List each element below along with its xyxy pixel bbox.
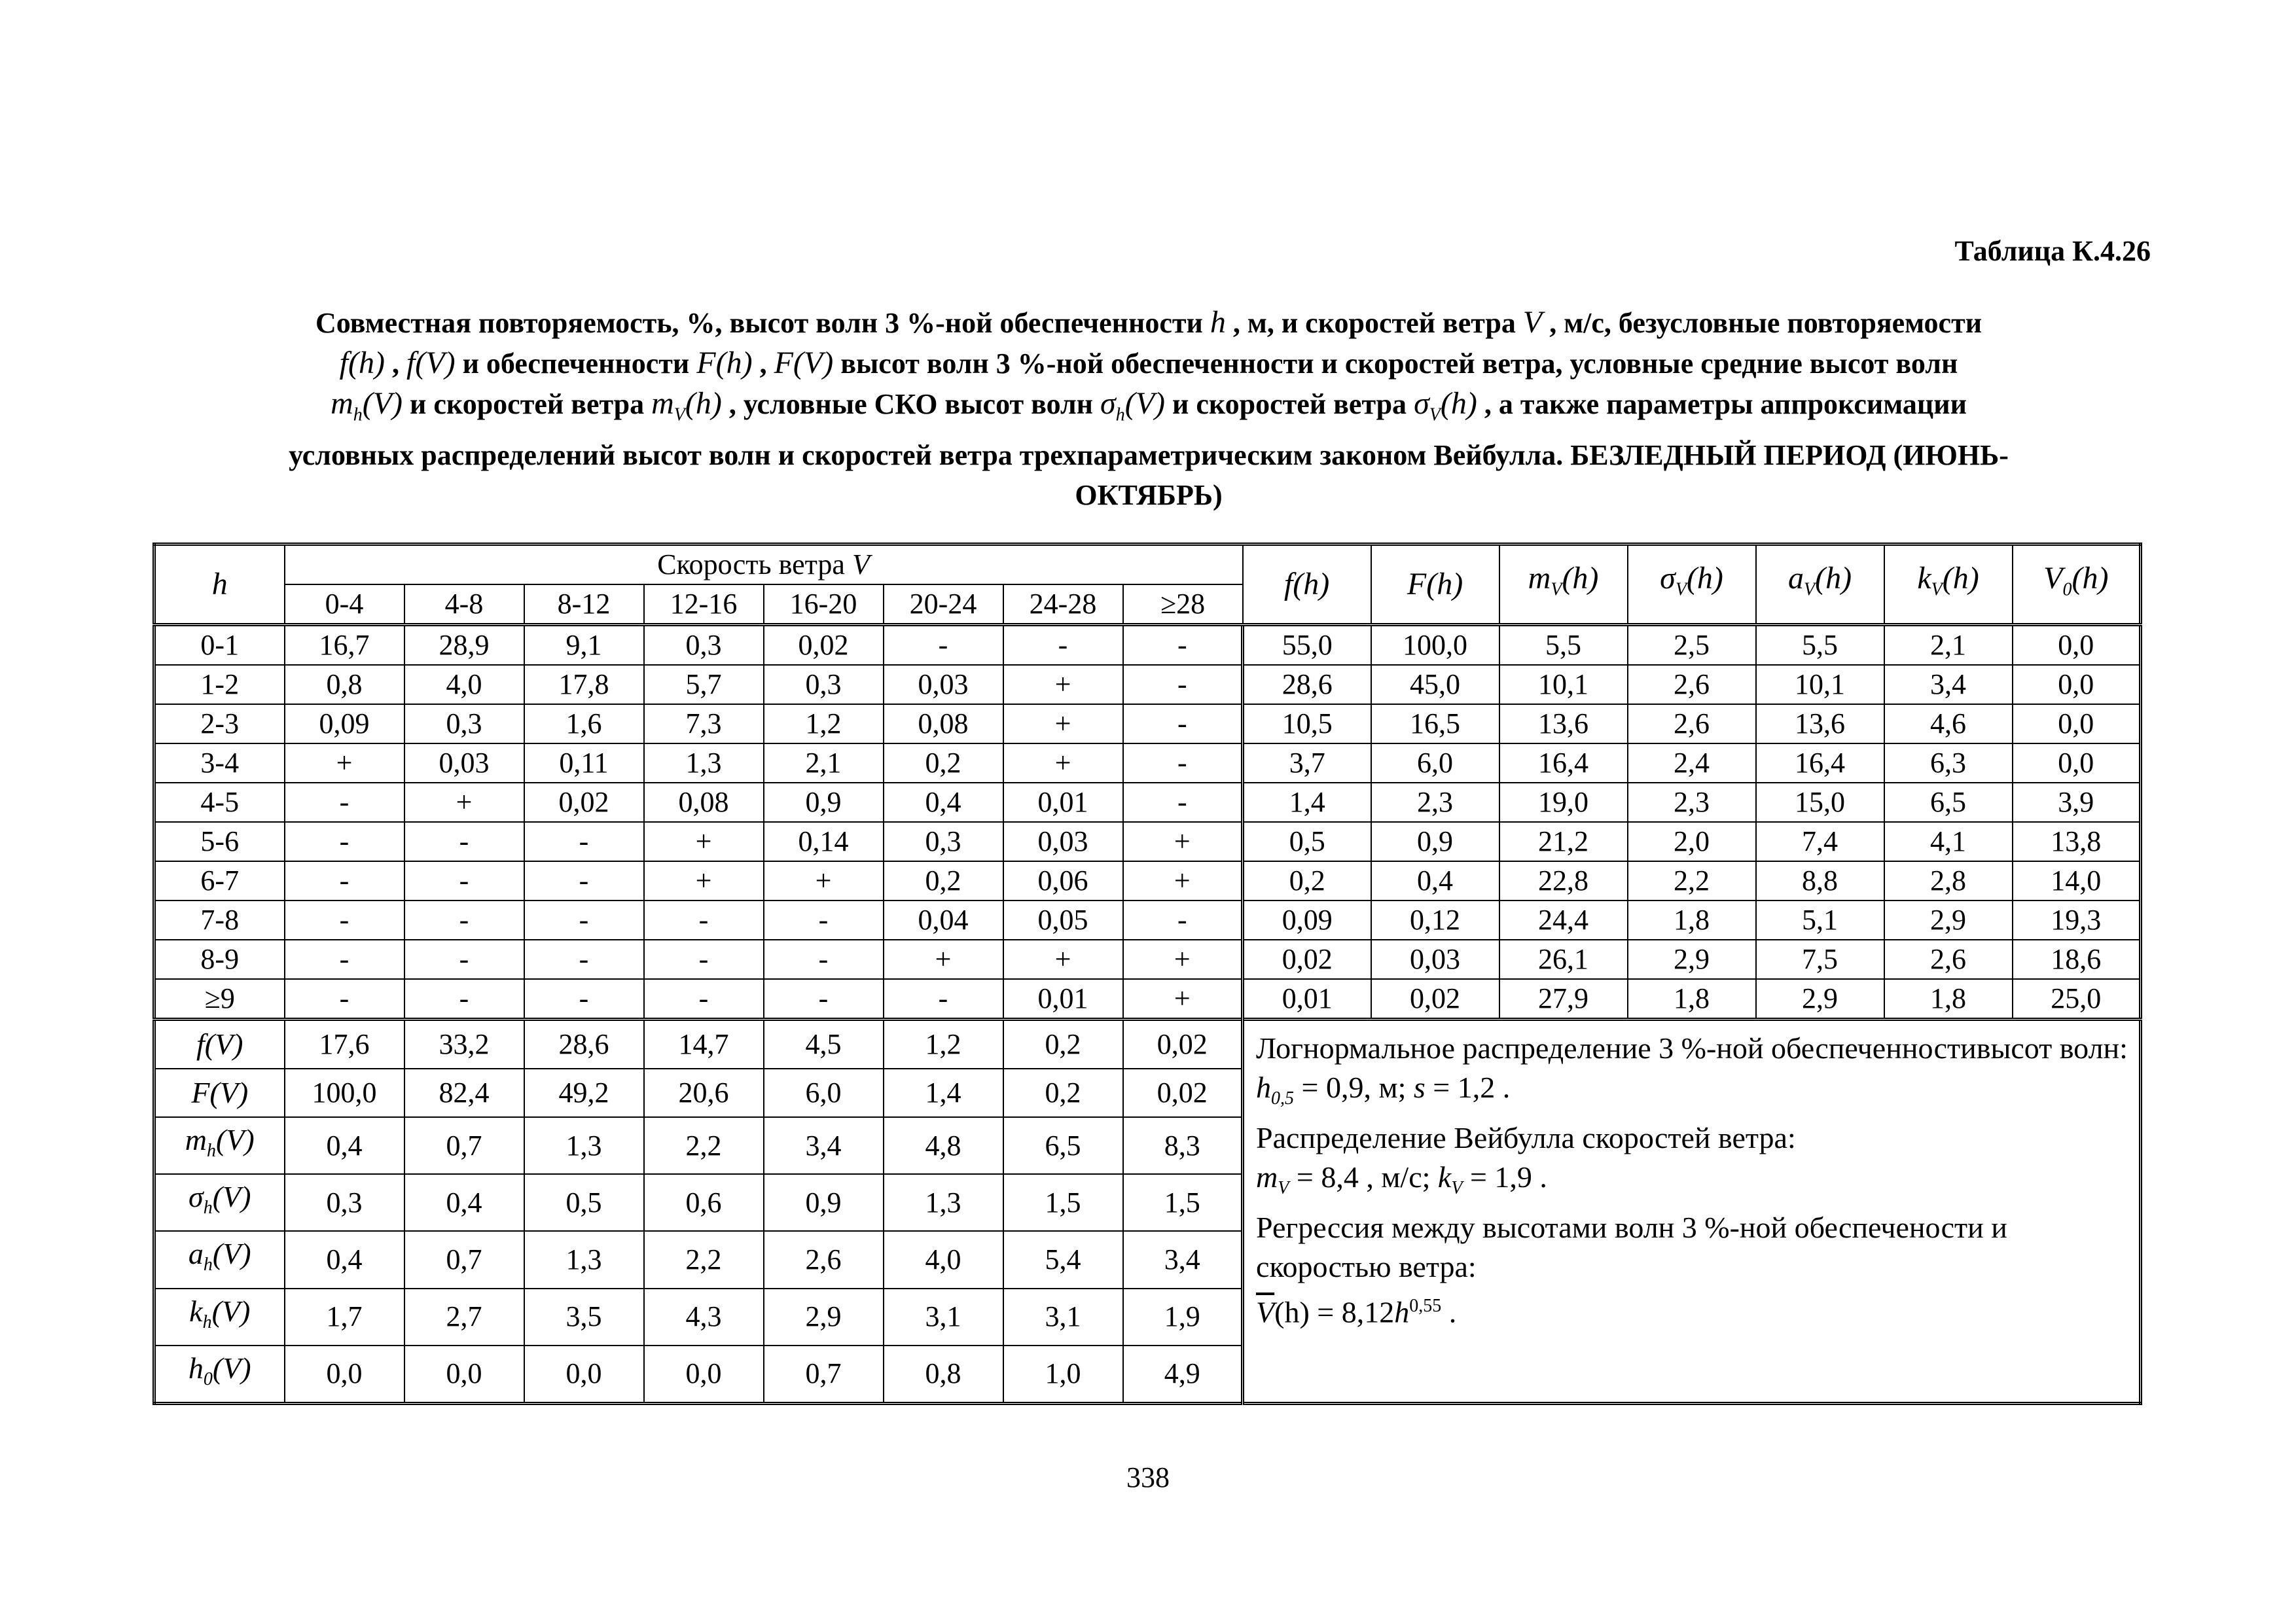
frequency-cell: 7,3 xyxy=(644,704,764,743)
row-param-label: $a_h(V)$ xyxy=(154,1231,285,1288)
param-cell: 0,02 xyxy=(1371,979,1499,1020)
frequency-cell: - xyxy=(644,940,764,979)
frequency-cell: + xyxy=(1003,743,1123,783)
frequency-cell: 0,03 xyxy=(884,665,1003,704)
frequency-cell: - xyxy=(1123,625,1243,666)
frequency-cell: + xyxy=(764,861,884,901)
title-var-FV: F(V) xyxy=(774,346,834,380)
table-row xyxy=(154,979,2141,1020)
title-var-h: h xyxy=(1210,305,1226,340)
param-cell: 45,0 xyxy=(1371,665,1499,704)
wave-height-range: 3-4 xyxy=(154,743,285,783)
param-cell: 21,2 xyxy=(1499,822,1628,861)
param-cell: 0,4 xyxy=(285,1231,404,1288)
frequency-cell: 0,8 xyxy=(285,665,404,704)
param-cell: 0,02 xyxy=(1123,1069,1243,1117)
param-cell: 2,2 xyxy=(644,1231,764,1288)
frequency-cell: 0,2 xyxy=(884,743,1003,783)
param-cell: 3,9 xyxy=(2013,783,2141,822)
param-cell: 3,7 xyxy=(1243,743,1371,783)
param-cell: 0,8 xyxy=(884,1346,1003,1404)
wave-height-range: ≥9 xyxy=(154,979,285,1020)
title-var-Fh: F(h) xyxy=(696,346,753,380)
title-text: , м/с, безусловные повторяемости xyxy=(1542,307,1982,339)
param-cell: 0,2 xyxy=(1003,1020,1123,1069)
title-text: , xyxy=(752,348,774,380)
param-cell: 1,5 xyxy=(1123,1174,1243,1231)
param-cell: 2,9 xyxy=(1756,979,1884,1020)
row-param-label: F(V) xyxy=(154,1069,285,1117)
param-cell: 25,0 xyxy=(2013,979,2141,1020)
param-cell: 0,7 xyxy=(404,1117,524,1174)
title-text: , м, и скоростей ветра xyxy=(1225,307,1523,339)
table-row xyxy=(154,940,2141,979)
param-cell: 2,6 xyxy=(764,1231,884,1288)
frequency-cell: + xyxy=(884,940,1003,979)
param-cell: 14,7 xyxy=(644,1020,764,1069)
param-cell: 2,1 xyxy=(1884,625,2013,666)
wave-height-range: 2-3 xyxy=(154,704,285,743)
param-cell: 2,2 xyxy=(1628,861,1756,901)
speed-column-header: 0-4 xyxy=(285,584,404,625)
frequency-cell: - xyxy=(524,901,644,940)
title-var-mv: $m_V(h)$ xyxy=(651,386,722,425)
param-column-header: $m_V(h)$ xyxy=(1499,544,1628,625)
param-cell: 1,3 xyxy=(884,1174,1003,1231)
frequency-cell: 0,08 xyxy=(884,704,1003,743)
frequency-cell: 28,9 xyxy=(404,625,524,666)
param-cell: 5,5 xyxy=(1499,625,1628,666)
speed-column-header: 12-16 xyxy=(644,584,764,625)
param-cell: 2,6 xyxy=(1884,940,2013,979)
param-cell: 0,0 xyxy=(2013,625,2141,666)
param-cell: 19,0 xyxy=(1499,783,1628,822)
title-var-sh: $\sigma_h(V)$ xyxy=(1100,386,1165,425)
frequency-cell: - xyxy=(285,940,404,979)
frequency-cell: 0,3 xyxy=(404,704,524,743)
param-cell: 100,0 xyxy=(285,1069,404,1117)
param-cell: 22,8 xyxy=(1499,861,1628,901)
param-cell: 0,3 xyxy=(285,1174,404,1231)
param-cell: 10,1 xyxy=(1499,665,1628,704)
frequency-cell: 4,0 xyxy=(404,665,524,704)
param-cell: 0,02 xyxy=(1123,1020,1243,1069)
title-text: , xyxy=(384,348,406,380)
frequency-cell: 16,7 xyxy=(285,625,404,666)
table-row xyxy=(154,704,2141,743)
speed-column-header: 4-8 xyxy=(404,584,524,625)
param-cell: 0,0 xyxy=(285,1346,404,1404)
table-row xyxy=(154,1020,2141,1069)
frequency-cell: - xyxy=(285,783,404,822)
param-cell: 3,4 xyxy=(1884,665,2013,704)
frequency-cell: + xyxy=(1123,979,1243,1020)
param-cell: 0,6 xyxy=(644,1174,764,1231)
title-text: и скоростей ветра xyxy=(1165,388,1414,420)
param-cell: 10,1 xyxy=(1756,665,1884,704)
frequency-cell: - xyxy=(884,625,1003,666)
frequency-cell: - xyxy=(764,979,884,1020)
param-column-header: $\sigma_V(h)$ xyxy=(1628,544,1756,625)
param-cell: 8,3 xyxy=(1123,1117,1243,1174)
frequency-cell: 0,2 xyxy=(884,861,1003,901)
note-weibull: Распределение Вейбулла скоростей ветра: xyxy=(1256,1121,1796,1155)
param-cell: 6,0 xyxy=(1371,743,1499,783)
param-cell: 2,3 xyxy=(1628,783,1756,822)
title-var-mh: $m_h(V)$ xyxy=(331,386,403,425)
frequency-cell: + xyxy=(285,743,404,783)
frequency-cell: - xyxy=(1123,783,1243,822)
param-cell: 5,1 xyxy=(1756,901,1884,940)
param-cell: 0,2 xyxy=(1243,861,1371,901)
speed-column-header: 24-28 xyxy=(1003,584,1123,625)
param-cell: 1,4 xyxy=(884,1069,1003,1117)
param-cell: 2,7 xyxy=(404,1289,524,1346)
page-number: 338 xyxy=(1126,1461,1170,1493)
title-line-2 xyxy=(151,343,2147,383)
param-cell: 0,01 xyxy=(1243,979,1371,1020)
param-cell: 1,3 xyxy=(524,1231,644,1288)
row-param-label: $h_0(V)$ xyxy=(154,1346,285,1404)
title-line-1 xyxy=(151,302,2147,343)
frequency-cell: 2,1 xyxy=(764,743,884,783)
param-column-header: $k_V(h)$ xyxy=(1884,544,2013,625)
frequency-cell: + xyxy=(1003,940,1123,979)
frequency-cell: 0,02 xyxy=(524,783,644,822)
frequency-cell: + xyxy=(1123,822,1243,861)
frequency-cell: 0,11 xyxy=(524,743,644,783)
param-cell: 2,9 xyxy=(1628,940,1756,979)
param-cell: 2,6 xyxy=(1628,665,1756,704)
frequency-cell: - xyxy=(1123,901,1243,940)
param-column-header: $V_0(h)$ xyxy=(2013,544,2141,625)
frequency-cell: - xyxy=(404,940,524,979)
header-row xyxy=(154,544,2141,585)
param-cell: 6,5 xyxy=(1003,1117,1123,1174)
param-cell: 100,0 xyxy=(1371,625,1499,666)
param-cell: 5,5 xyxy=(1756,625,1884,666)
frequency-cell: 0,01 xyxy=(1003,979,1123,1020)
param-cell: 3,1 xyxy=(884,1289,1003,1346)
param-cell: 3,5 xyxy=(524,1289,644,1346)
param-cell: 28,6 xyxy=(524,1020,644,1069)
table-row xyxy=(154,743,2141,783)
param-cell: 1,9 xyxy=(1123,1289,1243,1346)
frequency-cell: 0,3 xyxy=(884,822,1003,861)
param-cell: 7,4 xyxy=(1756,822,1884,861)
frequency-cell: - xyxy=(524,940,644,979)
param-cell: 6,0 xyxy=(764,1069,884,1117)
wave-height-range: 6-7 xyxy=(154,861,285,901)
frequency-cell: 0,08 xyxy=(644,783,764,822)
h-column-header: h xyxy=(154,544,285,625)
param-column-header: F(h) xyxy=(1371,544,1499,625)
note-weibull-params: $m_V = 8,4$ , м/с; $k_V = 1,9$ . xyxy=(1256,1160,1547,1199)
frequency-cell: 1,3 xyxy=(644,743,764,783)
frequency-cell: 0,05 xyxy=(1003,901,1123,940)
frequency-cell: 0,9 xyxy=(764,783,884,822)
param-cell: 28,6 xyxy=(1243,665,1371,704)
frequency-cell: - xyxy=(524,822,644,861)
title-var-v: V xyxy=(1522,305,1543,340)
param-cell: 55,0 xyxy=(1243,625,1371,666)
title-text: и обеспеченности xyxy=(455,348,697,380)
row-param-label: $\sigma_h(V)$ xyxy=(154,1174,285,1231)
param-cell: 27,9 xyxy=(1499,979,1628,1020)
frequency-cell: + xyxy=(1003,665,1123,704)
frequency-cell: + xyxy=(404,783,524,822)
note-lognormal-params: $h_{0,5} = 0,9$, м; s = 1,2 . xyxy=(1256,1071,1511,1109)
param-cell: 13,8 xyxy=(2013,822,2141,861)
frequency-cell: - xyxy=(404,901,524,940)
title-var-fv: f(V) xyxy=(406,346,456,380)
param-cell: 33,2 xyxy=(404,1020,524,1069)
param-cell: 0,0 xyxy=(524,1346,644,1404)
title-var-fh: f(h) xyxy=(339,346,385,380)
param-cell: 0,2 xyxy=(1003,1069,1123,1117)
frequency-cell: - xyxy=(644,979,764,1020)
param-cell: 82,4 xyxy=(404,1069,524,1117)
param-cell: 0,0 xyxy=(644,1346,764,1404)
row-param-label: $k_h(V)$ xyxy=(154,1289,285,1346)
param-cell: 1,3 xyxy=(524,1117,644,1174)
speed-column-header: 20-24 xyxy=(884,584,1003,625)
frequency-cell: 0,14 xyxy=(764,822,884,861)
frequency-cell: - xyxy=(404,979,524,1020)
param-cell: 24,4 xyxy=(1499,901,1628,940)
param-cell: 0,4 xyxy=(1371,861,1499,901)
table-label: Таблица К.4.26 xyxy=(1954,235,2151,267)
frequency-cell: - xyxy=(1123,665,1243,704)
param-cell: 1,8 xyxy=(1884,979,2013,1020)
title-text: , условные СКО высот волн xyxy=(721,388,1101,420)
speed-column-header: ≥28 xyxy=(1123,584,1243,625)
param-cell: 16,5 xyxy=(1371,704,1499,743)
frequency-cell: - xyxy=(1003,625,1123,666)
frequency-cell: 0,3 xyxy=(644,625,764,666)
param-cell: 2,6 xyxy=(1628,704,1756,743)
param-cell: 19,3 xyxy=(2013,901,2141,940)
frequency-cell: - xyxy=(404,861,524,901)
row-param-label: f(V) xyxy=(154,1020,285,1069)
frequency-cell: - xyxy=(285,979,404,1020)
param-cell: 2,8 xyxy=(1884,861,2013,901)
frequency-cell: 0,06 xyxy=(1003,861,1123,901)
param-cell: 6,5 xyxy=(1884,783,2013,822)
param-cell: 0,5 xyxy=(524,1174,644,1231)
frequency-cell: 0,3 xyxy=(764,665,884,704)
param-cell: 0,9 xyxy=(764,1174,884,1231)
frequency-cell: + xyxy=(1123,940,1243,979)
title-text: Совместная повторяемость, %, высот волн 3 %-ной обеспеченности xyxy=(315,307,1210,339)
table-row xyxy=(154,901,2141,940)
frequency-cell: - xyxy=(285,861,404,901)
frequency-cell: 0,03 xyxy=(404,743,524,783)
frequency-cell: - xyxy=(764,901,884,940)
param-cell: 0,7 xyxy=(764,1346,884,1404)
param-cell: 15,0 xyxy=(1756,783,1884,822)
frequency-cell: 0,02 xyxy=(764,625,884,666)
param-cell: 2,9 xyxy=(764,1289,884,1346)
param-cell: 2,9 xyxy=(1884,901,2013,940)
param-cell: 1,2 xyxy=(884,1020,1003,1069)
notes-block xyxy=(1243,1020,2141,1404)
param-cell: 4,1 xyxy=(1884,822,2013,861)
param-cell: 6,3 xyxy=(1884,743,2013,783)
param-cell: 18,6 xyxy=(2013,940,2141,979)
frequency-cell: - xyxy=(524,861,644,901)
frequency-cell: 1,2 xyxy=(764,704,884,743)
frequency-cell: - xyxy=(285,822,404,861)
frequency-cell: + xyxy=(644,822,764,861)
param-cell: 0,0 xyxy=(404,1346,524,1404)
param-cell: 4,5 xyxy=(764,1020,884,1069)
param-cell: 1,7 xyxy=(285,1289,404,1346)
param-column-header: f(h) xyxy=(1243,544,1371,625)
frequency-cell: + xyxy=(1123,861,1243,901)
param-cell: 16,4 xyxy=(1499,743,1628,783)
param-cell: 5,4 xyxy=(1003,1231,1123,1288)
param-cell: 10,5 xyxy=(1243,704,1371,743)
param-cell: 4,6 xyxy=(1884,704,2013,743)
table-row xyxy=(154,822,2141,861)
param-cell: 4,9 xyxy=(1123,1346,1243,1404)
table-title xyxy=(151,302,2147,515)
param-cell: 1,5 xyxy=(1003,1174,1123,1231)
frequency-cell: 0,4 xyxy=(884,783,1003,822)
speed-column-header: 8-12 xyxy=(524,584,644,625)
wave-height-range: 8-9 xyxy=(154,940,285,979)
param-cell: 13,6 xyxy=(1756,704,1884,743)
param-cell: 0,03 xyxy=(1371,940,1499,979)
param-cell: 0,02 xyxy=(1243,940,1371,979)
frequency-cell: - xyxy=(524,979,644,1020)
table-row xyxy=(154,783,2141,822)
note-lognormal: Логнормальное распределение 3 %-ной обеспеченностивысот волн: xyxy=(1256,1031,2128,1065)
param-cell: 0,7 xyxy=(404,1231,524,1288)
data-table xyxy=(152,543,2142,1405)
frequency-cell: 5,7 xyxy=(644,665,764,704)
param-cell: 2,5 xyxy=(1628,625,1756,666)
param-cell: 3,4 xyxy=(1123,1231,1243,1288)
wave-height-range: 5-6 xyxy=(154,822,285,861)
frequency-cell: - xyxy=(644,901,764,940)
table-row xyxy=(154,861,2141,901)
frequency-cell: + xyxy=(644,861,764,901)
frequency-cell: + xyxy=(1003,704,1123,743)
param-cell: 7,5 xyxy=(1756,940,1884,979)
param-cell: 3,4 xyxy=(764,1117,884,1174)
param-cell: 2,4 xyxy=(1628,743,1756,783)
frequency-cell: - xyxy=(764,940,884,979)
param-cell: 13,6 xyxy=(1499,704,1628,743)
frequency-cell: 9,1 xyxy=(524,625,644,666)
wave-height-range: 1-2 xyxy=(154,665,285,704)
param-cell: 0,09 xyxy=(1243,901,1371,940)
speed-group-header: Скорость ветра V xyxy=(285,544,1243,585)
wave-height-range: 4-5 xyxy=(154,783,285,822)
param-cell: 1,8 xyxy=(1628,901,1756,940)
param-cell: 4,8 xyxy=(884,1117,1003,1174)
param-cell: 4,3 xyxy=(644,1289,764,1346)
param-cell: 0,0 xyxy=(2013,743,2141,783)
speed-column-header: 16-20 xyxy=(764,584,884,625)
param-cell: 8,8 xyxy=(1756,861,1884,901)
title-line-3 xyxy=(151,383,2147,435)
table-row xyxy=(154,665,2141,704)
note-regression: Регрессия между высотами волн 3 %-ной обеспечености и скоростью ветра: xyxy=(1256,1211,2007,1284)
param-cell: 26,1 xyxy=(1499,940,1628,979)
title-var-sv: $\sigma_V(h)$ xyxy=(1414,386,1477,425)
param-cell: 0,4 xyxy=(404,1174,524,1231)
frequency-cell: 0,09 xyxy=(285,704,404,743)
title-text: и скоростей ветра xyxy=(403,388,652,420)
frequency-cell: - xyxy=(1123,743,1243,783)
frequency-cell: - xyxy=(884,979,1003,1020)
wave-height-range: 0-1 xyxy=(154,625,285,666)
param-column-header: $a_V(h)$ xyxy=(1756,544,1884,625)
param-cell: 14,0 xyxy=(2013,861,2141,901)
param-cell: 1,8 xyxy=(1628,979,1756,1020)
param-cell: 0,9 xyxy=(1371,822,1499,861)
param-cell: 0,0 xyxy=(2013,665,2141,704)
frequency-cell: 0,04 xyxy=(884,901,1003,940)
param-cell: 0,12 xyxy=(1371,901,1499,940)
param-cell: 16,4 xyxy=(1756,743,1884,783)
param-cell: 17,6 xyxy=(285,1020,404,1069)
param-cell: 3,1 xyxy=(1003,1289,1123,1346)
wave-height-range: 7-8 xyxy=(154,901,285,940)
param-cell: 49,2 xyxy=(524,1069,644,1117)
param-cell: 4,0 xyxy=(884,1231,1003,1288)
frequency-cell: 0,01 xyxy=(1003,783,1123,822)
param-cell: 0,5 xyxy=(1243,822,1371,861)
frequency-cell: 1,6 xyxy=(524,704,644,743)
param-cell: 0,4 xyxy=(285,1117,404,1174)
row-param-label: $m_h(V)$ xyxy=(154,1117,285,1174)
frequency-cell: 17,8 xyxy=(524,665,644,704)
param-cell: 20,6 xyxy=(644,1069,764,1117)
frequency-cell: - xyxy=(404,822,524,861)
title-line-4: условных распределений высот волн и скоростей ветра трехпараметрическим законом Вейбулла. БЕЗЛЕДНЫЙ ПЕРИОД (ИЮНЬ- xyxy=(289,438,2009,471)
title-text: , а также параметры аппроксимации xyxy=(1477,388,1967,420)
param-cell: 1,0 xyxy=(1003,1346,1123,1404)
param-cell: 2,3 xyxy=(1371,783,1499,822)
title-line-5: ОКТЯБРЬ) xyxy=(1075,478,1223,511)
table-row xyxy=(154,625,2141,666)
param-cell: 1,4 xyxy=(1243,783,1371,822)
frequency-cell: - xyxy=(1123,704,1243,743)
param-cell: 0,0 xyxy=(2013,704,2141,743)
frequency-cell: 0,03 xyxy=(1003,822,1123,861)
title-text: высот волн 3 %-ной обеспеченности и скоростей ветра, условные средние высот волн xyxy=(833,348,1958,380)
param-cell: 2,2 xyxy=(644,1117,764,1174)
note-regression-formula: $\overline{V}(h) = 8,12h^{0,55}$ . xyxy=(1256,1295,1457,1329)
frequency-cell: - xyxy=(285,901,404,940)
param-cell: 2,0 xyxy=(1628,822,1756,861)
